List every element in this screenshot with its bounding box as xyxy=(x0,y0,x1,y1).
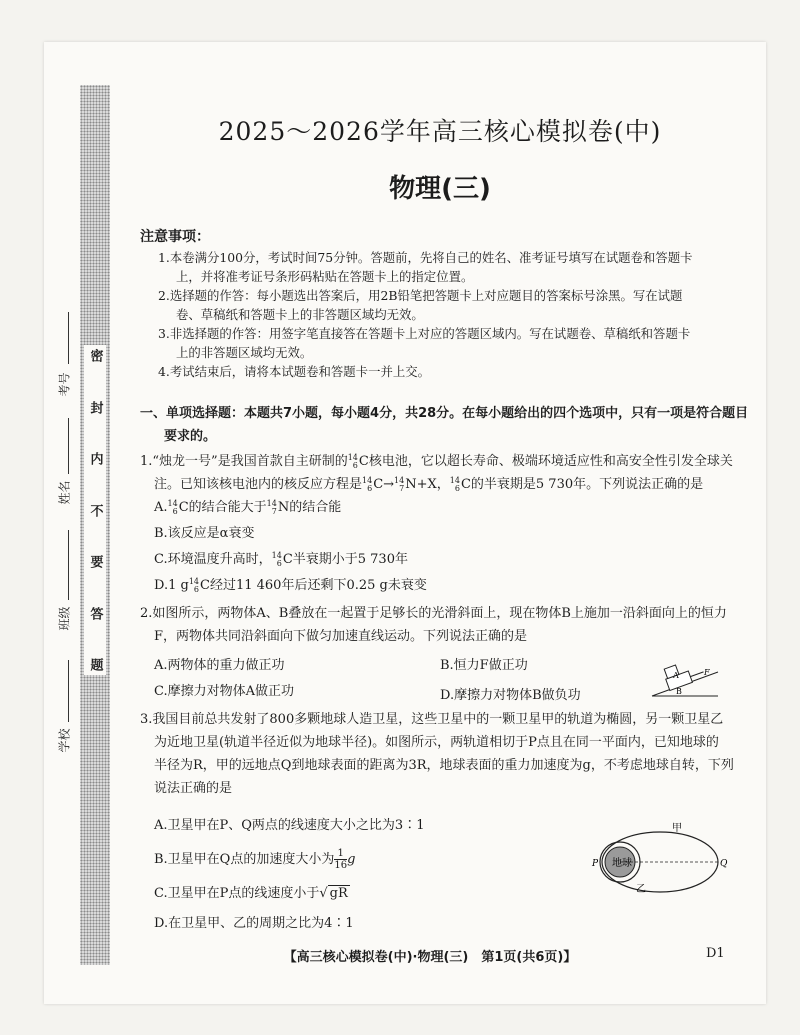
q3-text: 半径为R，甲的远地点Q到地球表面的距离为3R，地球表面的重力加速度为g，不考虑地球自转，下列 xyxy=(154,758,734,773)
kaohao-line xyxy=(68,312,69,364)
note-line: 3.非选择题的作答：用签字笔直接答在答题卡上对应的答题区域内。写在试题卷、草稿纸和答题卡 xyxy=(158,326,691,341)
q2-text: F，两物体共同沿斜面向下做匀加速直线运动。下列说法正确的是 xyxy=(154,629,528,644)
notes-heading: 注意事项： xyxy=(140,229,210,245)
seal-char: 内 xyxy=(87,452,103,465)
notes-list xyxy=(158,248,748,381)
note-line: 卷、草稿纸和答题卡上的非答题区域均无效。 xyxy=(176,307,424,322)
q3-option-a[interactable]: A.卫星甲在P、Q两点的线速度大小之比为3∶1 xyxy=(154,818,425,833)
nuclide-c14: 14 6 xyxy=(347,452,358,470)
kaohao-label: 考号 xyxy=(57,372,72,397)
q1-text: N+X， xyxy=(405,477,450,492)
seal-char: 密 xyxy=(87,349,103,362)
section-line: 要求的。 xyxy=(164,429,217,444)
seal-notice xyxy=(84,345,106,675)
section-line: 一、单项选择题：本题共7小题，每小题4分，共28分。在每小题给出的四个选项中，只有一项是符合题目 xyxy=(140,406,749,421)
label-jia: 甲 xyxy=(672,823,682,834)
q1-text: 1.“烛龙一号”是我国首款自主研制的 xyxy=(140,454,348,469)
q1-option-d[interactable]: D.1 g 14 6 C经过11 460年后还剩下0.25 g未衰变 xyxy=(154,576,427,594)
q3-text: 说法正确的是 xyxy=(154,781,233,796)
q3-option-d[interactable]: D.在卫星甲、乙的周期之比为4∶1 xyxy=(154,916,354,931)
q1-option-c[interactable]: C.环境温度升高时， 14 6 C半衰期小于5 730年 xyxy=(154,550,408,568)
question-2-stem xyxy=(140,602,752,648)
nuclide-c14: 14 6 xyxy=(362,475,373,493)
banji-line xyxy=(68,530,69,600)
label-a: A xyxy=(673,671,679,680)
note-line: 4.考试结束后，请将本试题卷和答题卡一并上交。 xyxy=(158,364,431,379)
q1-text: 注。已知该核电池内的核反应方程是 xyxy=(154,477,363,492)
q2-option-c[interactable]: C.摩擦力对物体A做正功 xyxy=(154,684,295,699)
q2-text: 2.如图所示，两物体A、B叠放在一起置于足够长的光滑斜面上，现在物体B上施加一沿斜面向上的恒力 xyxy=(140,606,727,621)
xuexiao-label: 学校 xyxy=(57,728,72,753)
xingming-line xyxy=(68,418,69,474)
q3-option-c[interactable]: C.卫星甲在P点的线速度小于√ gR xyxy=(154,886,348,901)
q2-option-a[interactable]: A.两物体的重力做正功 xyxy=(154,658,285,673)
note-line: 上，并将准考证号条形码粘贴在答题卡上的指定位置。 xyxy=(176,269,474,284)
paper-code: D1 xyxy=(706,946,725,961)
incline-figure xyxy=(650,662,720,702)
label-earth: 地球 xyxy=(612,858,632,869)
force-arrow xyxy=(690,672,703,677)
question-3-stem xyxy=(140,708,752,800)
seal-char: 题 xyxy=(87,658,103,671)
xingming-label: 姓名 xyxy=(57,480,72,505)
q3-text: 3.我国目前总共发射了800多颗地球人造卫星，这些卫星中的一颗卫星甲的轨道为椭圆，另一颗卫星乙 xyxy=(140,712,724,727)
q3-text: 为近地卫星(轨道半径近似为地球半径)。如图所示，两轨道相切于P点且在同一平面内，已知地球的 xyxy=(154,735,719,750)
seal-char: 要 xyxy=(87,555,103,568)
xuexiao-line xyxy=(68,660,69,722)
exam-title: 2025～2026学年高三核心模拟卷(中) xyxy=(218,117,662,146)
label-yi: 乙 xyxy=(636,884,646,895)
note-line: 1.本卷满分100分，考试时间75分钟。答题前，先将自己的姓名、准考证号填写在试题卷和答题卡 xyxy=(158,250,693,265)
banji-label: 班级 xyxy=(57,606,72,631)
nuclide-n14: 14 7 xyxy=(394,475,405,493)
note-line: 2.选择题的作答：每小题选出答案后，用2B铅笔把答题卡上对应题目的答案标号涂黑。写在试题 xyxy=(158,288,683,303)
section-heading xyxy=(140,402,750,448)
page-footer: 【高三核心模拟卷(中)·物理(三) 第1页(共6页)】 xyxy=(283,950,577,965)
label-f: F xyxy=(704,668,710,677)
question-1-stem xyxy=(140,450,752,496)
orbit-figure xyxy=(588,820,728,900)
q1-option-b[interactable]: B.该反应是α衰变 xyxy=(154,526,255,541)
label-p: P xyxy=(592,859,599,869)
q1-text: C核电池，它以超长寿命、极端环境适应性和高安全性引发全球关 xyxy=(358,454,733,469)
q3-option-b[interactable]: B.卫星甲在Q点的加速度大小为 $\frac{1}{16}g$ xyxy=(154,848,356,871)
label-q: Q xyxy=(720,859,728,869)
q2-option-b[interactable]: B.恒力F做正功 xyxy=(440,658,528,673)
nuclide-c14: 14 6 xyxy=(449,475,460,493)
exam-subject: 物理(三) xyxy=(389,174,491,204)
q2-option-d[interactable]: D.摩擦力对物体B做负功 xyxy=(440,688,581,703)
q1-text: C的半衰期是5 730年。下列说法正确的是 xyxy=(460,477,704,492)
seal-char: 封 xyxy=(87,400,103,414)
seal-char: 答 xyxy=(87,606,103,620)
seal-char: 不 xyxy=(87,503,103,517)
q1-option-a[interactable]: A. 14 6 C的结合能大于 14 7 N的结合能 xyxy=(154,498,342,516)
q1-text: C→ xyxy=(373,477,395,492)
label-b: B xyxy=(676,687,682,696)
note-line: 上的非答题区域均无效。 xyxy=(176,345,313,360)
